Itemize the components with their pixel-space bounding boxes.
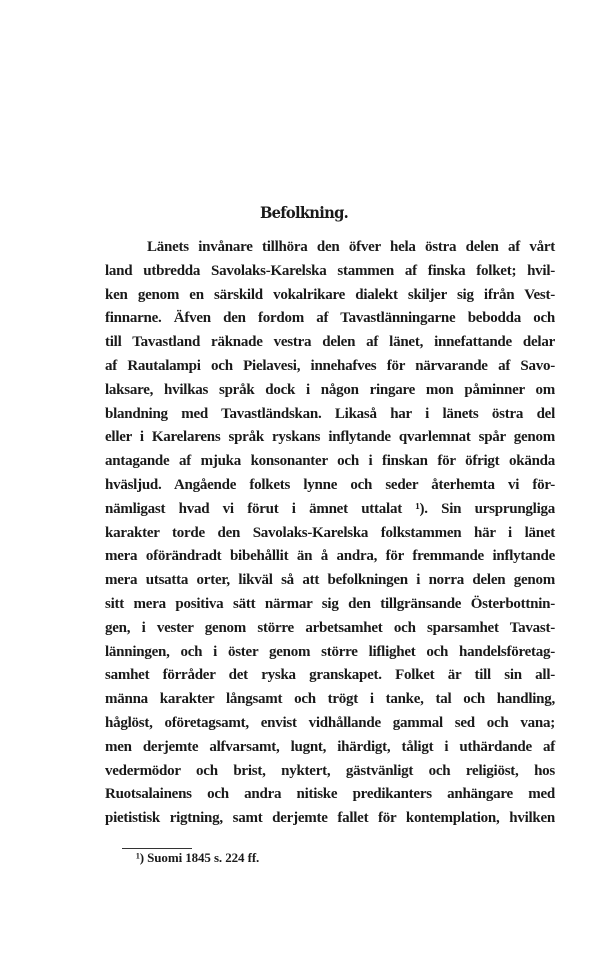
text-line: land utbredda Savolaks-Karelska stammen af finska folket; hvil-: [105, 262, 555, 279]
text-line: samhet förråder det ryska granskapet. Folket är till sin all-: [105, 667, 555, 684]
footnote: ¹) Suomi 1845 s. 224 ff.: [136, 850, 260, 865]
text-line: männa karakter långsamt och trögt i tanke, tal och handling,: [105, 691, 555, 708]
text-line: Ruotsalainens och andra nitiske predikanters anhängare med: [105, 786, 555, 803]
text-line: af Rautalampi och Pielavesi, innehafves för närvarande af Savo-: [105, 357, 555, 374]
text-line: eller i Karelarens språk ryskans inflytande qvarlemnat spår genom: [105, 429, 555, 446]
text-line: mera oförändradt bibehållit än å andra, för fremmande inflytande: [105, 548, 555, 565]
text-line: pietistisk rigtning, samt derjemte fallet för kontemplation, hvilken: [105, 810, 555, 827]
body-paragraph: [105, 236, 555, 831]
text-line: antagande af mjuka konsonanter och i finskan för öfrigt okända: [105, 453, 555, 470]
text-line: laksare, hvilkas språk dock i någon ringare mon påminner om: [105, 381, 555, 398]
text-line: håglöst, oföretagsamt, envist vidhållande gammal sed och vana;: [105, 714, 555, 731]
text-line: mera utsatta orter, likväl så att befolkningen i norra delen genom: [105, 572, 555, 589]
text-line: ken genom en särskild vokalrikare dialekt skiljer sig ifrån Vest-: [105, 286, 555, 303]
text-line: blandning med Tavastländskan. Likaså har i länets östra del: [105, 405, 555, 422]
text-line: nämligast hvad vi förut i ämnet uttalat ¹). Sin ursprungliga: [105, 500, 555, 517]
text-line: gen, i vester genom större arbetsamhet och sparsamhet Tavast-: [105, 619, 555, 636]
text-line: men derjemte alfvarsamt, lugnt, ihärdigt, tåligt i uthärdande af: [105, 738, 555, 755]
text-line: vedermödor och brist, nyktert, gästvänligt och religiöst, hos: [105, 762, 555, 779]
text-line: finnarne. Äfven den fordom af Tavastlänningarne bebodda och: [105, 310, 555, 327]
section-heading: Befolkning.: [259, 203, 349, 222]
text-line: karakter torde den Savolaks-Karelska folkstammen här i länet: [105, 524, 555, 541]
text-line: sitt mera positiva sätt närmar sig den tillgränsande Österbottnin-: [105, 595, 555, 612]
text-line: Länets invånare tillhöra den öfver hela östra delen af vårt: [147, 239, 555, 255]
text-line: hväsljud. Angående folkets lynne och seder återhemta vi för-: [105, 476, 555, 493]
text-line: till Tavastland räknade vestra delen af länet, innefattande delar: [105, 334, 555, 351]
text-line: länningen, och i öster genom större liflighet och handelsföretag-: [105, 643, 555, 660]
